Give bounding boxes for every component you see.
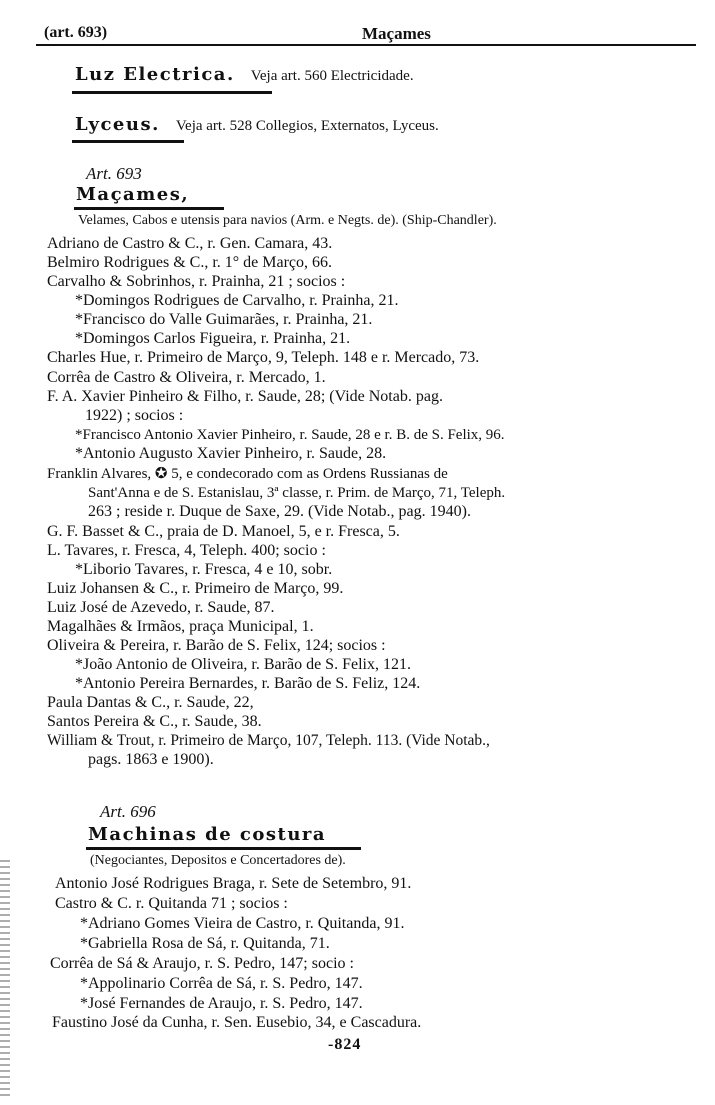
list-item: Belmiro Rodrigues & C., r. 1° de Março, 66. (47, 254, 333, 271)
list-item: *Antonio Augusto Xavier Pinheiro, r. Saude, 28. (75, 445, 387, 462)
page-header (36, 22, 696, 46)
list-item: Charles Hue, r. Primeiro de Março, 9, Teleph. 148 e r. Mercado, 73. (47, 349, 480, 366)
list-item: Corrêa de Castro & Oliveira, r. Mercado, 1. (47, 369, 326, 386)
list-item: *Liborio Tavares, r. Fresca, 4 e 10, sobr. (75, 561, 333, 578)
list-item: *Adriano Gomes Vieira de Castro, r. Quitanda, 91. (80, 915, 405, 932)
list-item: *Francisco Antonio Xavier Pinheiro, r. Saude, 28 e r. B. de S. Felix, 96. (75, 427, 505, 443)
luz-entry (75, 66, 414, 85)
list-item: Luiz José de Azevedo, r. Saude, 87. (47, 599, 275, 616)
list-item: Antonio José Rodrigues Braga, r. Sete de Setembro, 91. (55, 875, 412, 892)
list-item: *Domingos Rodrigues de Carvalho, r. Prainha, 21. (75, 292, 399, 309)
list-item: Oliveira & Pereira, r. Barão de S. Felix, 124; socios : (47, 637, 386, 654)
scan-edge-noise (0, 860, 10, 1100)
luz-text: Veja art. 560 Electricidade. (250, 68, 414, 84)
list-item: 263 ; reside r. Duque de Saxe, 29. (Vide Notab., pag. 1940). (88, 503, 471, 520)
list-item: Faustino José da Cunha, r. Sen. Eusebio, 34, e Cascadura. (52, 1014, 422, 1031)
list-item: Carvalho & Sobrinhos, r. Prainha, 21 ; socios : (47, 273, 346, 290)
art-696-label: Art. 696 (100, 802, 156, 821)
list-item: William & Trout, r. Primeiro de Março, 107, Teleph. 113. (Vide Notab., (47, 732, 490, 749)
list-item: pags. 1863 e 1900). (88, 751, 214, 768)
list-item: *Gabriella Rosa de Sá, r. Quitanda, 71. (80, 935, 330, 952)
page-number: -824 (328, 1036, 362, 1053)
list-item: Sant'Anna e de S. Estanislau, 3ª classe, r. Prim. de Março, 71, Teleph. (88, 485, 506, 501)
list-item: F. A. Xavier Pinheiro & Filho, r. Saude, 28; (Vide Notab. pag. (47, 388, 443, 405)
lyceus-text: Veja art. 528 Collegios, Externatos, Lyceus. (175, 118, 439, 134)
luz-heading: Luz Electrica. (75, 64, 235, 85)
list-item: Santos Pereira & C., r. Saude, 38. (47, 713, 262, 730)
art-693-label: Art. 693 (86, 164, 142, 183)
lyceus-underline (72, 140, 184, 143)
header-title: Maçames (362, 24, 431, 43)
list-item: 1922) ; socios : (85, 407, 184, 424)
list-item: *Appolinario Corrêa de Sá, r. S. Pedro, 147. (80, 975, 363, 992)
list-item: Paula Dantas & C., r. Saude, 22, (47, 694, 254, 711)
luz-underline (72, 91, 272, 94)
list-item: Magalhães & Irmãos, praça Municipal, 1. (47, 618, 314, 635)
art-696-title: Machinas de costura (88, 824, 327, 845)
list-item: Luiz Johansen & C., r. Primeiro de Março, 99. (47, 580, 344, 597)
list-item: *José Fernandes de Araujo, r. S. Pedro, 147. (80, 995, 363, 1012)
header-article-ref: (art. 693) (44, 24, 108, 41)
list-item: L. Tavares, r. Fresca, 4, Teleph. 400; socio : (47, 542, 326, 559)
art-696-description: (Negociantes, Depositos e Concertadores de). (90, 853, 346, 868)
list-item: *Francisco do Valle Guimarães, r. Prainha, 21. (75, 311, 373, 328)
lyceus-heading: Lyceus. (75, 114, 160, 135)
list-item: *Domingos Carlos Figueira, r. Prainha, 21. (75, 330, 351, 347)
list-item: *Antonio Pereira Bernardes, r. Barão de S. Feliz, 124. (75, 675, 421, 692)
art-693-title: Maçames, (76, 184, 190, 205)
list-item: Castro & C. r. Quitanda 71 ; socios : (55, 895, 288, 912)
list-item: Adriano de Castro & C., r. Gen. Camara, 43. (47, 235, 333, 252)
lyceus-entry (75, 116, 439, 135)
art-693-description: Velames, Cabos e utensis para navios (Arm. e Negts. de). (Ship-Chandler). (78, 213, 497, 228)
list-item: Corrêa de Sá & Araujo, r. S. Pedro, 147; socio : (50, 955, 354, 972)
art-696-underline (86, 847, 361, 850)
list-item: *João Antonio de Oliveira, r. Barão de S. Felix, 121. (75, 656, 411, 673)
art-693-underline (74, 207, 224, 210)
list-item: G. F. Basset & C., praia de D. Manoel, 5, e r. Fresca, 5. (47, 523, 400, 540)
list-item: Franklin Alvares, ✪ 5, e condecorado com as Ordens Russianas de (47, 466, 448, 482)
